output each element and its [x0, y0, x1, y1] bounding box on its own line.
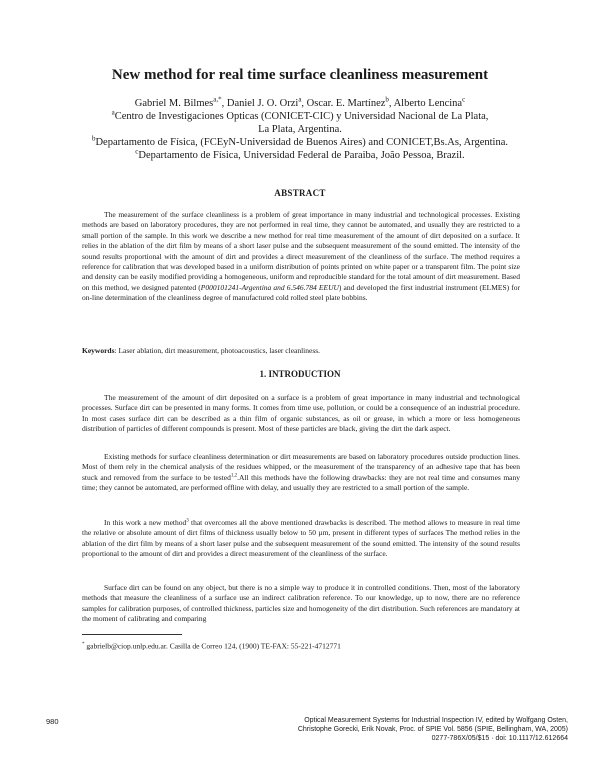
introduction-heading: 1. INTRODUCTION — [259, 369, 341, 379]
keywords-line — [82, 346, 532, 356]
publication-line-1: Optical Measurement Systems for Industrial Inspection IV, edited by Wolfgang Osten, — [304, 717, 568, 724]
intro-paragraph-3 — [82, 518, 520, 560]
affiliation-a-city: La Plata, Argentina. — [258, 124, 342, 135]
author-list — [134, 95, 466, 109]
footnote-marker: * — [82, 642, 85, 647]
author-3: , Oscar. E. Martínez — [301, 98, 386, 109]
publication-info — [228, 716, 568, 743]
intro-paragraph-3-b: that overcomes all the above mentioned drawbacks is described. The method allows to measure in real time the relative or absolute amount of dirt films of thickness usually below to 50 µm, present in different types of surfaces The method relies in the ablation of the dirt film by means of a short laser pulse and the subsequent measurement of the sound emitted. The intensity of the sound results proportional to the amount of dirt and provides a direct measurement of the cleanliness of the surface. — [82, 518, 520, 559]
affiliation-a — [40, 110, 560, 123]
keywords-text: : Laser ablation, dirt measurement, photoacoustics, laser cleanliness. — [114, 346, 321, 355]
intro-paragraph-2 — [82, 452, 520, 494]
affiliation-c-text: Departamento de Física, Universidad Federal de Paraiba, João Pessoa, Brazil. — [138, 150, 465, 161]
author-block — [40, 97, 560, 162]
abstract-part-2: ) and developed the first industrial instrument (ELMES) for on-line determination of the cleanliness degree of manufactured cold rolled steel plate bobbins. — [82, 282, 521, 303]
author-2-sup: a — [298, 95, 302, 104]
intro-paragraph-1: The measurement of the amount of dirt deposited on a surface is a problem of great importance in many industrial and technological processes. Surface dirt can be presented in many forms. It comes from time use, pollution, or could be a consequence of an industrial procedure. In most cases surface dirt can be described as a thin film of organic substances, as oil or grease, in which a more or less homogeneous distribution of particles of different compounds is present. Most of these particles are black, giving the dirt the dark aspect. — [82, 393, 520, 434]
author-4: , Alberto Lencina — [388, 98, 463, 109]
affiliation-a-text: Centro de Investigaciones Opticas (CONICET-CIC) y Universidad Nacional de La Plata, — [114, 111, 489, 122]
author-1-sup: a,* — [213, 95, 222, 104]
citation-3: 3 — [186, 518, 189, 524]
affiliation-b-text: Departamento de Física, (FCEyN-Universidad de Buenos Aires) and CONICET,Bs.As, Argentina. — [95, 137, 509, 148]
intro-paragraph-4: Surface dirt can be found on any object, but there is no a simple way to produce it in controlled conditions. Then, most of the laboratory methods that measure the cleanliness of a surface use an indirect calibration reference. To our knowledge, up to now, there are no reference samples for calibration purposes, of controlled thickness, particles size and homogeneity of the dirt distribution. Such references are mandatory at the moment of calibrating and comparing — [82, 583, 520, 624]
affiliation-a-sup: a — [111, 108, 115, 117]
author-1: Gabriel M. Bilmes — [134, 98, 214, 109]
footnote-text: gabrielb@ciop.unlp.edu.ar. Casilla de Correo 124, (1900) TE-FAX: 55-221-4712771 — [84, 641, 341, 651]
abstract-heading: ABSTRACT — [274, 188, 326, 198]
abstract-text — [82, 210, 520, 304]
publication-line-3: 0277-786X/05/$15 · doi: 10.1117/12.612664 — [431, 735, 568, 742]
affiliation-b-sup: b — [91, 134, 96, 143]
affiliation-b — [40, 136, 560, 149]
intro-paragraph-3-a: In this work a new method — [104, 518, 187, 527]
page-number: 980 — [46, 717, 59, 726]
footnote-divider — [82, 634, 182, 635]
paper-title: New method for real time surface cleanliness measurement — [111, 67, 489, 83]
abstract-part-1: The measurement of the surface cleanliness is a problem of great importance in many industrial and technological processes. Existing methods are based on laboratory procedures, they are not performed in real time, they cannot be automated, and usually they are restricted to a small portion of the sample. In this work we describe a new method for real time measurement of the amount of dirt deposited on a surface. It relies in the ablation of the dirt film by means of a short laser pulse and the subsequent measurement of the sound emitted. The intensity of the sound results proportional with the amount of dirt and provides a direct measurement of the cleanliness of the surface. The method requires a reference for calibration that was developed based in a uniform distribution of points printed on white paper or a transparent film. The point size and density can be easily modified providing a homogeneous, uniform and reproducible standard for the total amount of dirt measurement. Based on this method, we designed patented ( — [82, 210, 520, 292]
footnote — [82, 640, 522, 652]
affiliation-c — [40, 149, 560, 162]
intro-paragraph-2-a: Existing methods for surface cleanliness determination or dirt measurements are based on laboratory procedures outside production lines. Most of them rely in the chemical analysis of the residues whipped, or the measurement of the transparency of an adhesive tape that has been stuck and removed from the surface to be tested — [82, 452, 520, 482]
publication-line-2: Christophe Gorecki, Erik Novak, Proc. of SPIE Vol. 5856 (SPIE, Bellingham, WA, 2005) — [297, 726, 568, 733]
abstract-patent: P000101241-Argentina and 6.546.784 EEUU — [200, 282, 339, 292]
author-2: , Daniel J. O. Orzi — [221, 98, 299, 109]
author-4-sup: c — [462, 95, 466, 104]
citation-1-2: 1,2 — [230, 473, 238, 479]
intro-paragraph-2-b: .All this methods have the following drawbacks: they are not real time and consumes many time; they cannot be automated, are performed offline with delay, and usually they are restricted to a small portion of the sample. — [82, 472, 521, 493]
keywords-label: Keywords — [82, 346, 115, 355]
affiliation-c-sup: c — [135, 147, 139, 156]
author-3-sup: b — [385, 95, 389, 104]
